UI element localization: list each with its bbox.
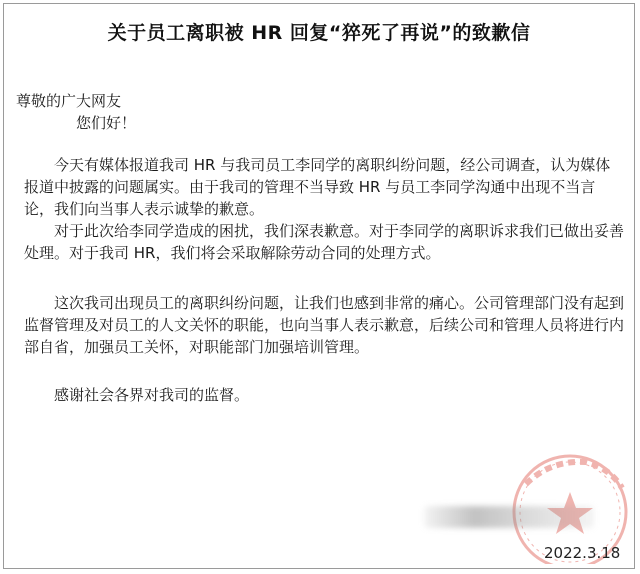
greeting: 您们好！ <box>76 114 137 132</box>
redacted-company-name <box>424 506 594 528</box>
letter-date: 2022.3.18 <box>544 544 621 562</box>
paragraph-1: 今天有媒体报道我司 HR 与我司员工李同学的离职纠纷问题，经公司调查，认为媒体报道中披露的问题属实。由于我司的管理不当导致 HR 与员工李同学沟通中出现不当言论，我们向当事人表示诚挚的歉意。 <box>24 156 611 218</box>
letter-frame <box>3 3 635 569</box>
paragraph-3: 这次我司出现员工的离职纠纷问题，让我们也感到非常的痛心。公司管理部门没有起到监督管理及对员工的人文关怀的职能，也向当事人表示歉意，后续公司和管理人员将进行内部自省，加强员工关怀，对职能部门加强培训管理。 <box>24 294 625 356</box>
paragraph-4: 感谢社会各界对我司的监督。 <box>54 386 250 404</box>
salutation: 尊敬的广大网友 <box>16 92 122 110</box>
paragraph-2: 对于此次给李同学造成的困扰，我们深表歉意。对于李同学的离职诉求我们已做出妥善处理。对于我司 HR，我们将会采取解除劳动合同的处理方式。 <box>24 222 625 262</box>
letter-title: 关于员工离职被 HR 回复“猝死了再说”的致歉信 <box>107 22 531 44</box>
